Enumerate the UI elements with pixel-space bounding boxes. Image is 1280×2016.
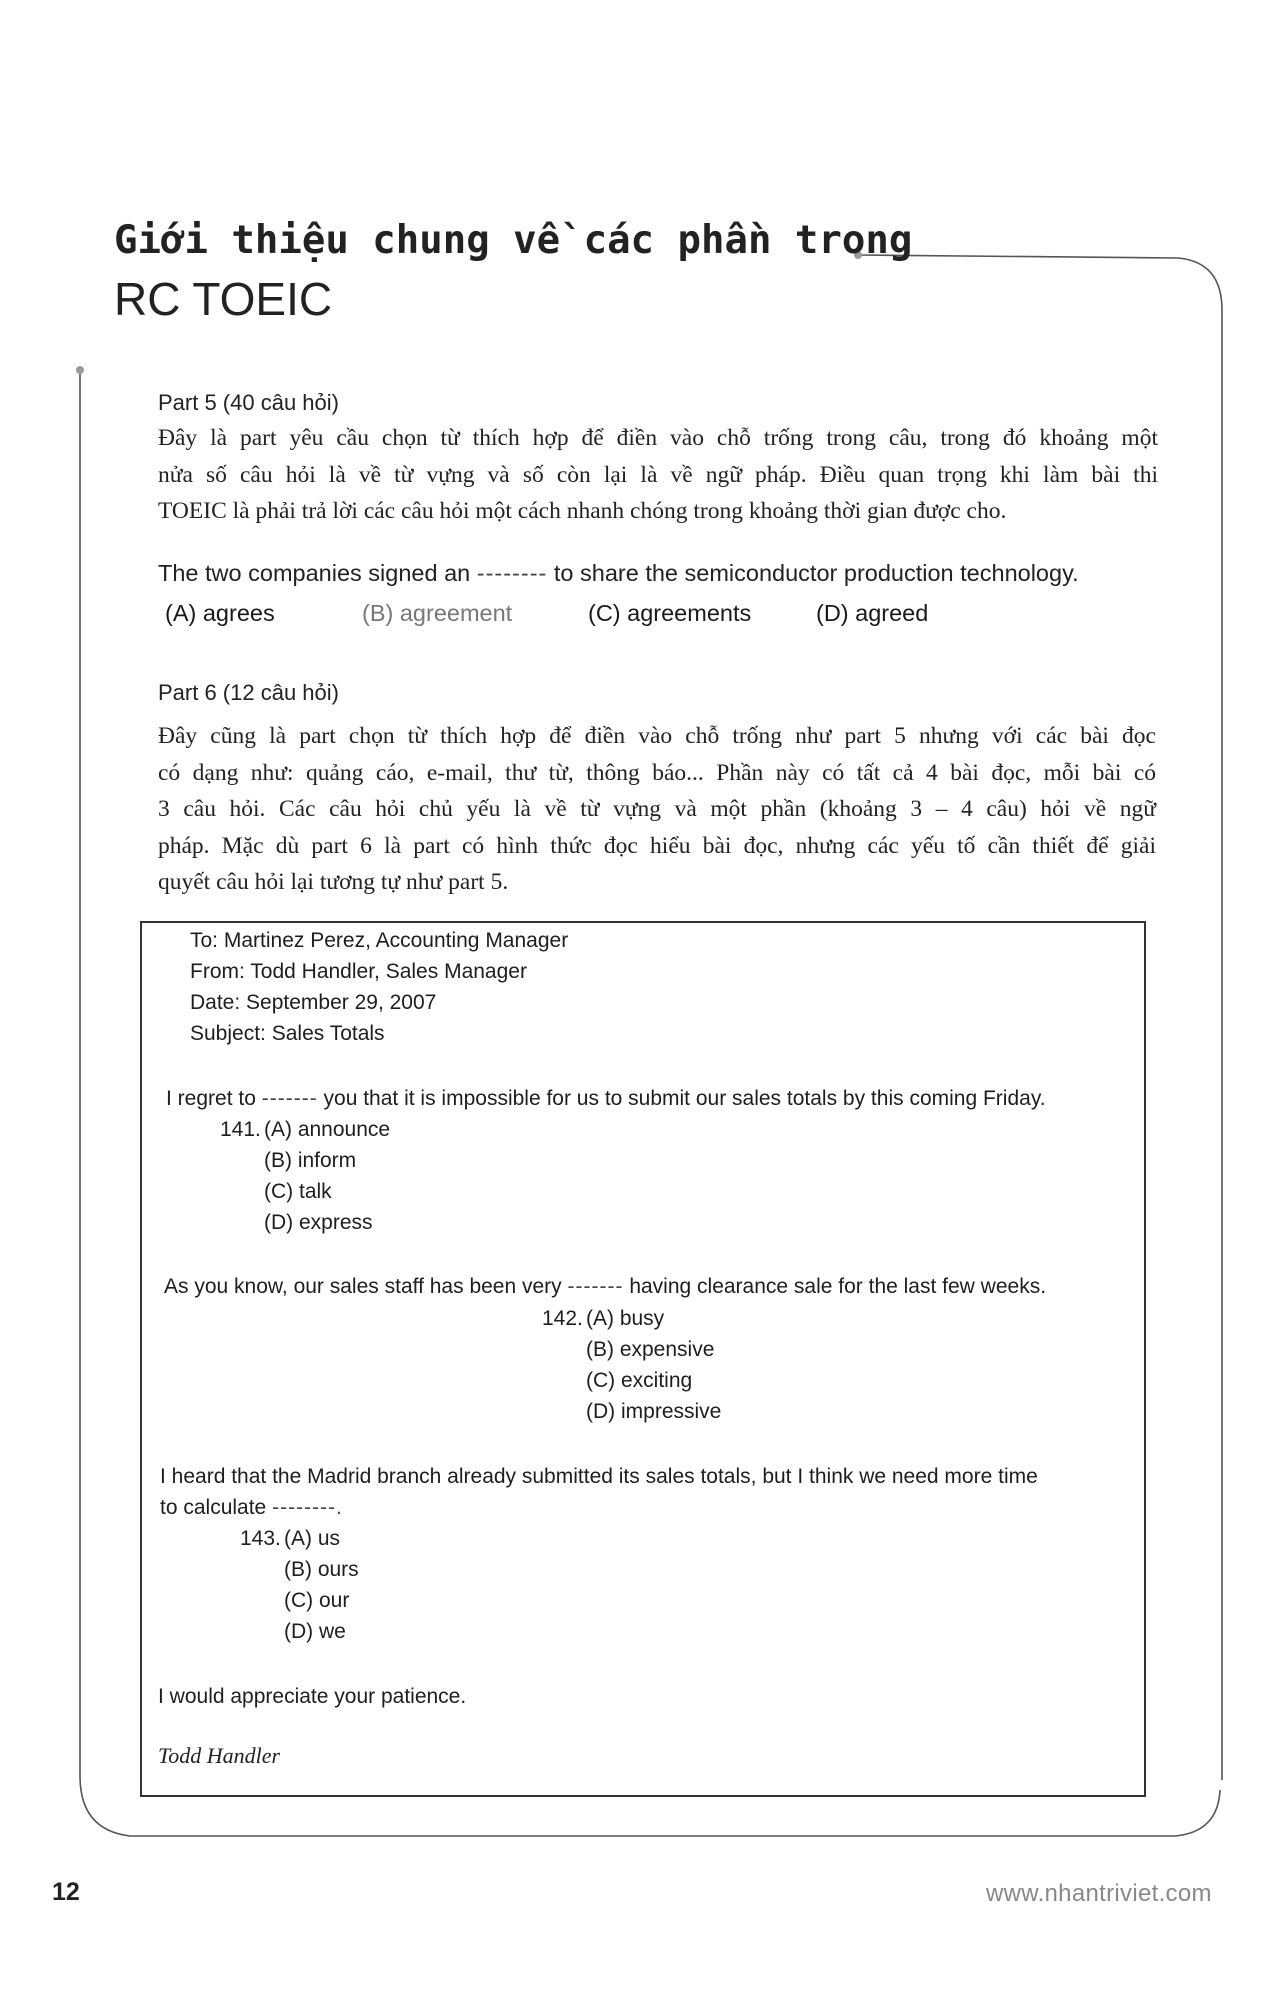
part6-line: có dạng như: quảng cáo, e-mail, thư từ, thông báo... Phần này có tất cả 4 bài đọc, mỗi bài có [158,759,1156,786]
memo-closing: I would appreciate your patience. [158,1685,467,1708]
q142-number: 142. [542,1307,583,1330]
example-before: The two companies signed an [158,560,471,586]
q142-option-d: (D) impressive [586,1400,722,1423]
part5-heading: Part 5 (40 câu hỏi) [158,390,339,415]
example-after: to share the semiconductor production technology. [553,560,1079,586]
q143-line1: I heard that the Madrid branch already submitted its sales totals, but I think we need more time [160,1465,1038,1488]
part5-line: TOEIC là phải trả lời các câu hỏi một cách nhanh chóng trong khoảng thời gian được cho. [158,498,1007,524]
part6-heading: Part 6 (12 câu hỏi) [158,680,339,705]
q143-option-d: (D) we [284,1620,346,1643]
q141-before: I regret to [166,1087,256,1110]
part5-line: Đây là part yêu cầu chọn từ thích hợp để điền vào chỗ trống trong câu, trong đó khoảng một [158,425,1158,451]
q143-number: 143. [240,1527,281,1550]
page-subtitle: RC TOEIC [114,273,333,325]
part6-description [158,718,1156,901]
q143-option-c: (C) our [284,1589,350,1612]
part5-description [158,420,1158,530]
part5-example-sentence [158,560,1079,587]
memo-to: To: Martinez Perez, Accounting Manager [190,929,569,952]
q143-line2 [160,1496,343,1520]
example-option-b: (B) agreement [362,600,513,626]
example-option-d: (D) agreed [816,600,929,626]
q141-option-c: (C) talk [264,1180,332,1203]
page-number: 12 [52,1878,80,1906]
memo-signature: Todd Handler [158,1743,281,1768]
q143-option-b: (B) ours [284,1558,359,1581]
part6-line: Đây cũng là part chọn từ thích hợp để điền vào chỗ trống như part 5 nhưng với các bài đọc [158,723,1156,749]
q142-option-c: (C) exciting [586,1369,693,1392]
part5-line: nửa số câu hỏi là về từ vựng và số còn lại là về ngữ pháp. Điều quan trọng khi làm bài thi [158,461,1158,488]
memo-subject: Subject: Sales Totals [190,1022,385,1045]
q141-after: you that it is impossible for us to submit our sales totals by this coming Friday. [323,1087,1046,1110]
q142-option-b: (B) expensive [586,1338,715,1361]
q141-number: 141. [220,1118,261,1141]
q142-option-a: (A) busy [586,1307,665,1330]
q141-option-d: (D) express [264,1211,373,1234]
q141-sentence [166,1087,1046,1111]
frame-left-dot [76,366,84,374]
q141-blank: ------- [261,1087,318,1110]
q141-option-b: (B) inform [264,1149,357,1172]
q141-option-a: (A) announce [264,1118,391,1141]
page-title: Giới thiệu chung về các phần trong [114,218,913,263]
q142-after: having clearance sale for the last few weeks. [629,1275,1047,1298]
website-url: www.nhantriviet.com [986,1880,1212,1907]
part6-line: quyết câu hỏi lại tương tự như part 5. [158,869,509,895]
part6-line: pháp. Mặc dù part 6 là part có hình thức đọc hiểu bài đọc, nhưng các yếu tố cần thiết để giải [158,832,1156,859]
q142-sentence [164,1275,1046,1299]
memo-date: Date: September 29, 2007 [190,991,437,1014]
q142-before: As you know, our sales staff has been very [164,1275,562,1298]
q142-blank: ------- [567,1275,624,1298]
q143-option-a: (A) us [284,1527,341,1550]
q143-before: to calculate [160,1496,267,1519]
example-option-a: (A) agrees [165,600,275,626]
q143-blank: --------. [272,1496,343,1519]
example-option-c: (C) agreements [588,600,752,626]
example-blank: -------- [476,560,548,586]
memo-from: From: Todd Handler, Sales Manager [190,960,527,983]
memo-box [140,921,1146,1797]
part6-line: 3 câu hỏi. Các câu hỏi chủ yếu là về từ vựng và một phần (khoảng 3 – 4 câu) hỏi về ngữ [158,796,1156,822]
